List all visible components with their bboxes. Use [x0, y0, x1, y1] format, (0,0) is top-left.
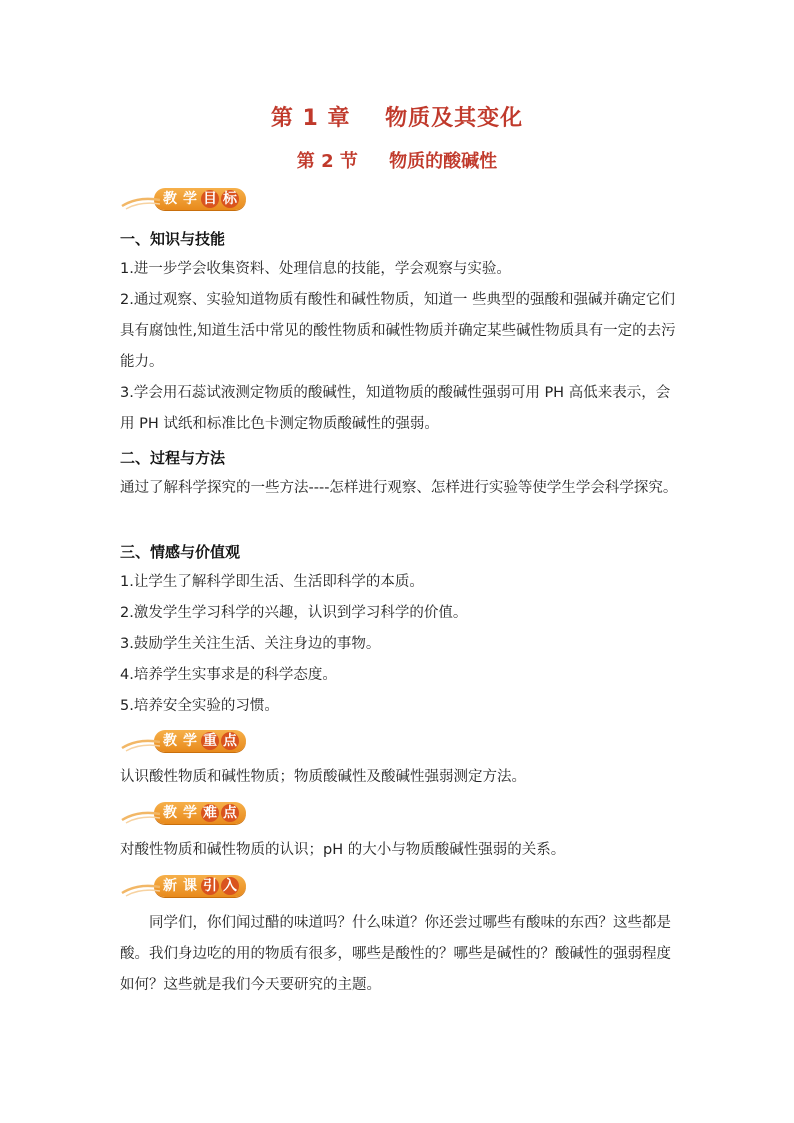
badge-char: 教 — [163, 191, 177, 207]
emotion-item-5: 5.培养安全实验的习惯。 — [120, 698, 279, 714]
process-text: 通过了解科学探究的一些方法----怎样进行观察、怎样进行实验等使学生学会科学探究。 — [120, 480, 678, 496]
knowledge-item-1: 1.进一步学会收集资料、处理信息的技能，学会观察与实验。 — [120, 261, 511, 277]
intro-text: 同学们，你们闻过醋的味道吗？什么味道？你还尝过哪些有酸味的东西？这些都是酸。我们身边吃的用的物质有很多，哪些是酸性的？哪些是碱性的？酸碱性的强弱程度如何？这些就是我们今天要研究的主题。 — [120, 915, 671, 993]
emotion-heading: 三、情感与价值观 — [120, 543, 241, 561]
process-heading: 二、过程与方法 — [120, 449, 226, 467]
badge-char: 点 — [223, 805, 237, 821]
chapter-title: 第 1 章 物质及其变化 — [270, 106, 524, 131]
badge-char: 教 — [163, 733, 177, 749]
badge-char: 难 — [203, 805, 217, 821]
badge-label — [154, 802, 246, 824]
badge-difficulties — [120, 800, 246, 826]
badge-char: 点 — [223, 733, 237, 749]
badge-char: 学 — [183, 191, 197, 207]
knowledge-item-2: 2.通过观察、实验知道物质有酸性和碱性物质，知道一 些典型的强酸和强碱并确定它们具有腐蚀性,知道生活中常见的酸性物质和碱性物质并确定某些碱性物质具有一定的去污能力。 — [120, 292, 676, 370]
knowledge-item-3: 3.学会用石蕊试液测定物质的酸碱性，知道物质的酸碱性强弱可用 PH 高低来表示，会用 PH 试纸和标准比色卡测定物质酸碱性的强弱。 — [120, 385, 671, 432]
swoosh-icon — [120, 188, 160, 210]
badge-char: 重 — [203, 733, 217, 749]
badge-char: 新 — [163, 878, 177, 894]
knowledge-heading: 一、知识与技能 — [120, 230, 226, 248]
emotion-item-1: 1.让学生了解科学即生活、生活即科学的本质。 — [120, 574, 424, 590]
badge-char: 标 — [223, 191, 237, 207]
section-title: 第 2 节 物质的酸碱性 — [296, 151, 498, 172]
key-points-text: 认识酸性物质和碱性物质；物质酸碱性及酸碱性强弱测定方法。 — [120, 769, 526, 785]
badge-char: 学 — [183, 805, 197, 821]
badge-char: 入 — [223, 878, 237, 894]
badge-intro — [120, 873, 246, 899]
badge-char: 教 — [163, 805, 177, 821]
difficulties-text: 对酸性物质和碱性物质的认识；pH 的大小与物质酸碱性强弱的关系。 — [120, 842, 566, 858]
badge-label — [154, 188, 246, 210]
swoosh-icon — [120, 802, 160, 824]
badge-key-points — [120, 728, 246, 754]
badge-char: 学 — [183, 733, 197, 749]
badge-label — [154, 875, 246, 897]
emotion-item-3: 3.鼓励学生关注生活、关注身边的事物。 — [120, 636, 381, 652]
badge-char: 引 — [203, 878, 217, 894]
swoosh-icon — [120, 730, 160, 752]
swoosh-icon — [120, 875, 160, 897]
badge-label — [154, 730, 246, 752]
badge-objectives — [120, 186, 246, 212]
emotion-item-4: 4.培养学生实事求是的科学态度。 — [120, 667, 337, 683]
badge-char: 目 — [203, 191, 217, 207]
badge-char: 课 — [183, 878, 197, 894]
emotion-item-2: 2.激发学生学习科学的兴趣，认识到学习科学的价值。 — [120, 605, 468, 621]
